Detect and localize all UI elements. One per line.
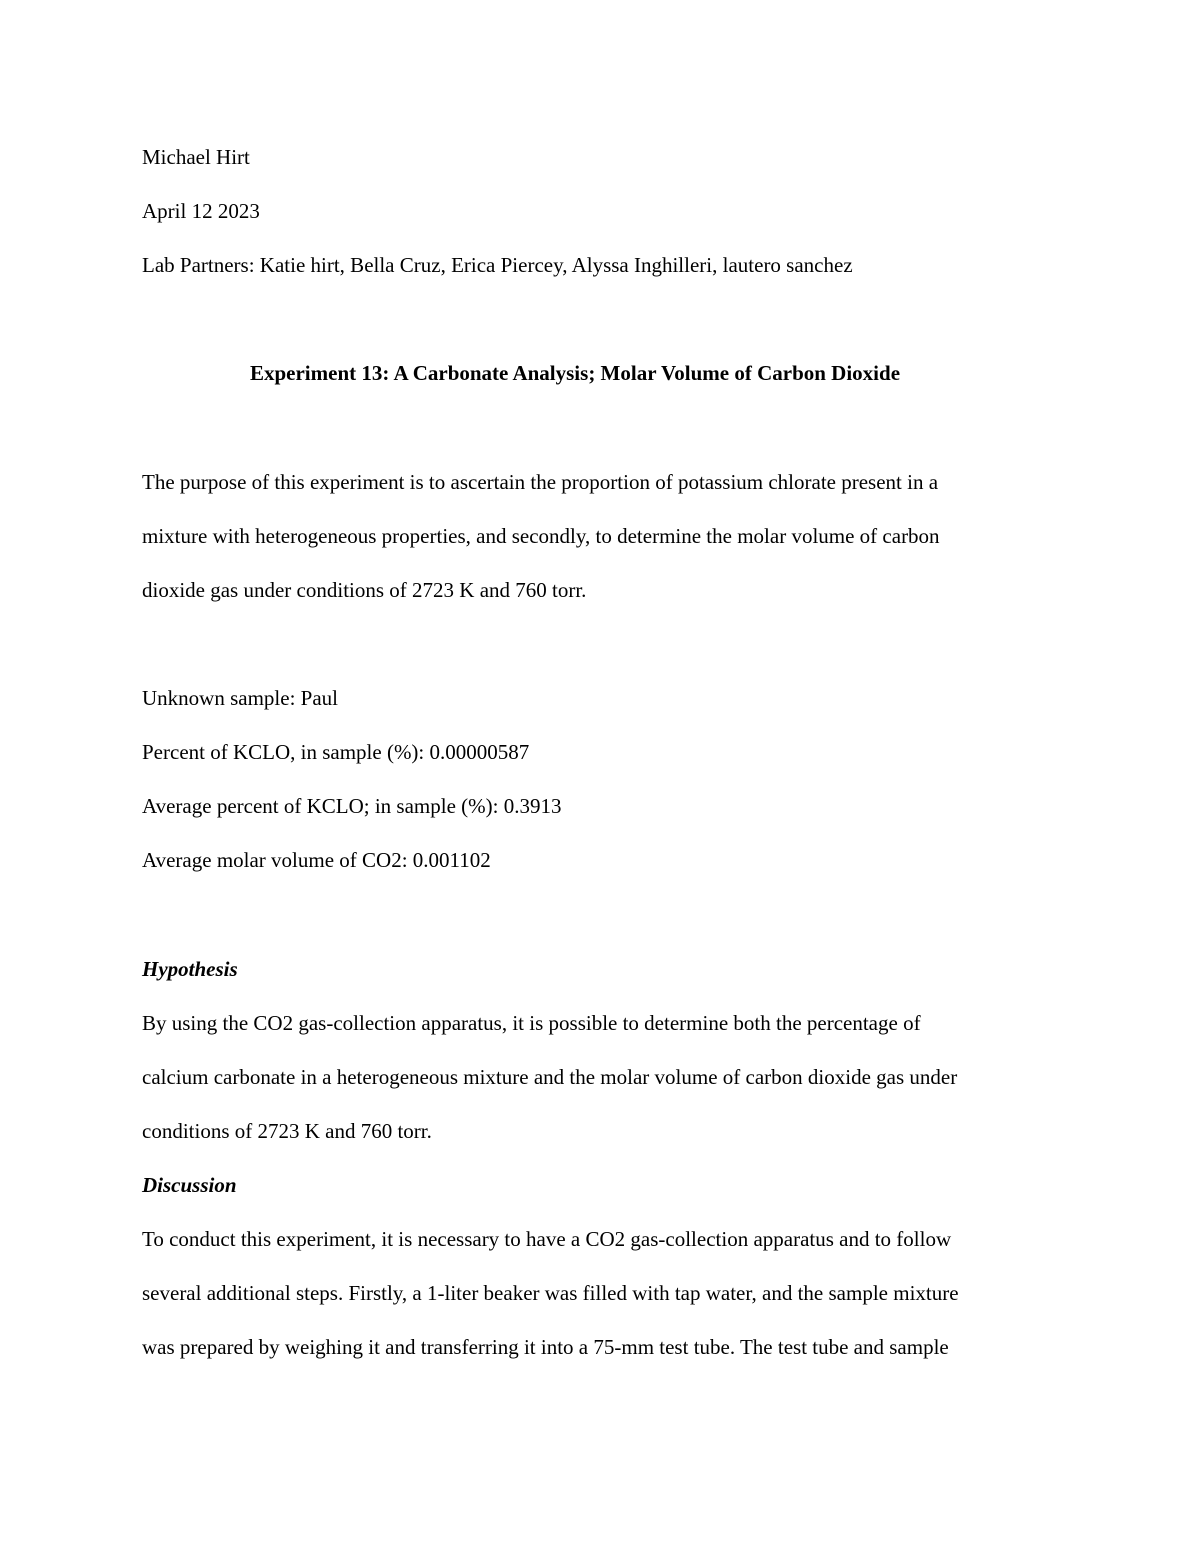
- report-date: April 12 2023: [142, 199, 260, 223]
- purpose-line: The purpose of this experiment is to ascertain the proportion of potassium chlorate present in a: [142, 470, 939, 494]
- hypothesis-line: calcium carbonate in a heterogeneous mixture and the molar volume of carbon dioxide gas under: [142, 1065, 958, 1089]
- discussion-line: To conduct this experiment, it is necessary to have a CO2 gas-collection apparatus and to follow: [142, 1227, 952, 1251]
- purpose-line: dioxide gas under conditions of 2723 K and 760 torr.: [142, 578, 587, 602]
- document-title: Experiment 13: A Carbonate Analysis; Molar Volume of Carbon Dioxide: [249, 361, 901, 385]
- unknown-sample: Unknown sample: Paul: [142, 686, 338, 710]
- percent-kclo: Percent of KCLO, in sample (%): 0.00000587: [142, 740, 530, 764]
- hypothesis-line: conditions of 2723 K and 760 torr.: [142, 1119, 432, 1143]
- discussion-heading: Discussion: [142, 1173, 237, 1197]
- average-percent-kclo: Average percent of KCLO; in sample (%): 0.3913: [142, 794, 562, 818]
- discussion-line: was prepared by weighing it and transferring it into a 75-mm test tube. The test tube and sample: [142, 1335, 949, 1359]
- purpose-line: mixture with heterogeneous properties, and secondly, to determine the molar volume of carbon: [142, 524, 940, 548]
- hypothesis-heading: Hypothesis: [142, 957, 238, 981]
- author-name: Michael Hirt: [142, 145, 250, 169]
- hypothesis-line: By using the CO2 gas-collection apparatus, it is possible to determine both the percentage of: [142, 1011, 921, 1035]
- lab-partners: Lab Partners: Katie hirt, Bella Cruz, Erica Piercey, Alyssa Inghilleri, lautero sanchez: [142, 253, 853, 277]
- discussion-line: several additional steps. Firstly, a 1-liter beaker was filled with tap water, and the sample mixture: [142, 1281, 959, 1305]
- average-molar-volume: Average molar volume of CO2: 0.001102: [142, 848, 491, 872]
